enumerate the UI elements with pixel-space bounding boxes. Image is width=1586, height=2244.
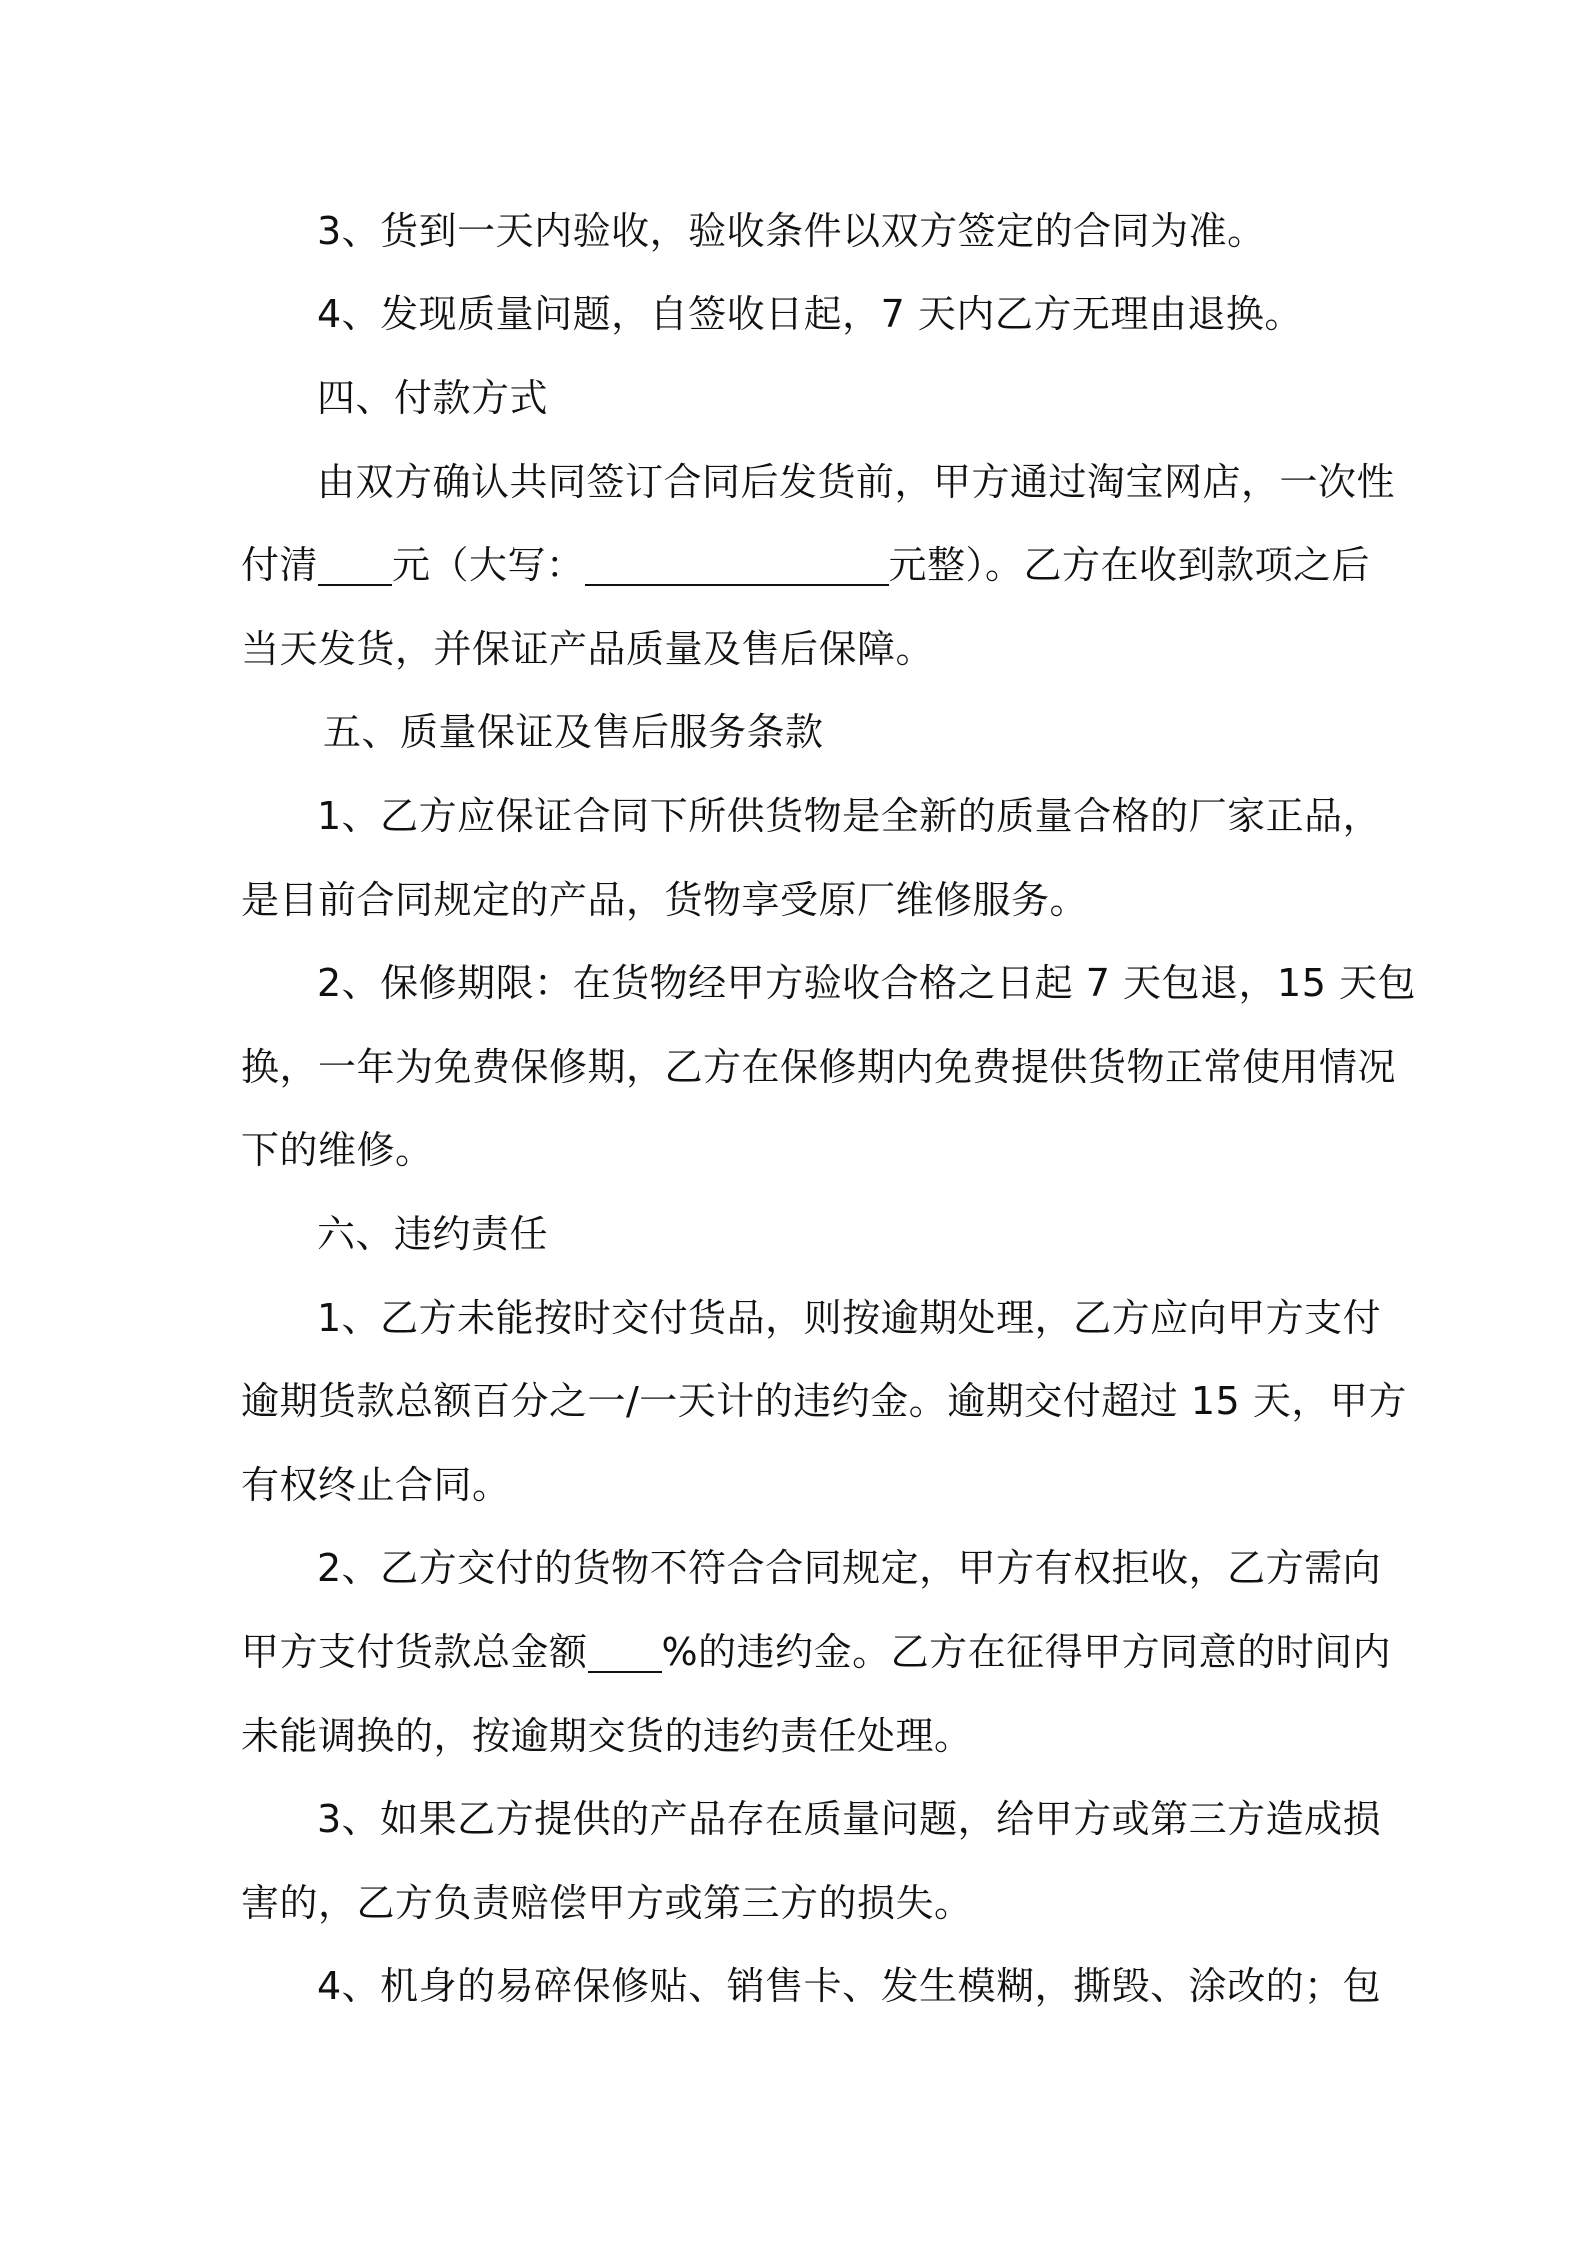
- section-heading: 五、质量保证及售后服务条款: [323, 710, 824, 754]
- paragraph-line: 1、乙方未能按时交付货品，则按逾期处理，乙方应向甲方支付: [317, 1296, 1382, 1340]
- text-segment: %的违约金。乙方在征得甲方同意的时间内: [661, 1630, 1392, 1674]
- paragraph-line: 有权终止合同。: [241, 1463, 511, 1507]
- paragraph-line: 2、乙方交付的货物不符合合同规定，甲方有权拒收，乙方需向: [317, 1546, 1382, 1590]
- paragraph-line: 是目前合同规定的产品，货物享受原厂维修服务。: [241, 878, 1089, 922]
- text-segment: 元整）。乙方在收到款项之后: [888, 543, 1371, 587]
- paragraph-line: 当天发货，并保证产品质量及售后保障。: [241, 627, 935, 671]
- text-segment: 元（大写：: [392, 543, 585, 587]
- paragraph-line-with-blank: [241, 1624, 1392, 1680]
- paragraph-line: 4、发现质量问题，自签收日起，7 天内乙方无理由退换。: [317, 292, 1303, 336]
- paragraph-line: 换，一年为免费保修期，乙方在保修期内免费提供货物正常使用情况: [241, 1045, 1397, 1089]
- text-segment: 付清: [241, 543, 319, 587]
- fill-in-blank-amount: [318, 544, 392, 586]
- paragraph-line: 由双方确认共同签订合同后发货前，甲方通过淘宝网店，一次性: [317, 460, 1396, 504]
- paragraph-line: 下的维修。: [241, 1128, 434, 1172]
- paragraph-line: 害的，乙方负责赔偿甲方或第三方的损失。: [241, 1881, 973, 1925]
- fill-in-blank-percent: [588, 1631, 662, 1673]
- paragraph-line: 3、货到一天内验收，验收条件以双方签定的合同为准。: [317, 209, 1266, 253]
- section-heading: 六、违约责任: [317, 1212, 549, 1256]
- section-heading: 四、付款方式: [317, 376, 549, 420]
- paragraph-line: 3、如果乙方提供的产品存在质量问题，给甲方或第三方造成损: [317, 1797, 1382, 1841]
- paragraph-line: 未能调换的，按逾期交货的违约责任处理。: [241, 1714, 973, 1758]
- paragraph-line: 2、保修期限：在货物经甲方验收合格之日起 7 天包退，15 天包: [317, 961, 1416, 1005]
- paragraph-line: 4、机身的易碎保修贴、销售卡、发生模糊，撕毁、涂改的；包: [317, 1964, 1382, 2008]
- paragraph-line: 1、乙方应保证合同下所供货物是全新的质量合格的厂家正品，: [317, 794, 1382, 838]
- paragraph-line: 逾期货款总额百分之一/一天计的违约金。逾期交付超过 15 天，甲方: [241, 1379, 1407, 1423]
- fill-in-blank-amount-words: [585, 544, 889, 586]
- paragraph-line-with-blanks: [241, 537, 1371, 593]
- text-segment: 甲方支付货款总金额: [241, 1630, 588, 1674]
